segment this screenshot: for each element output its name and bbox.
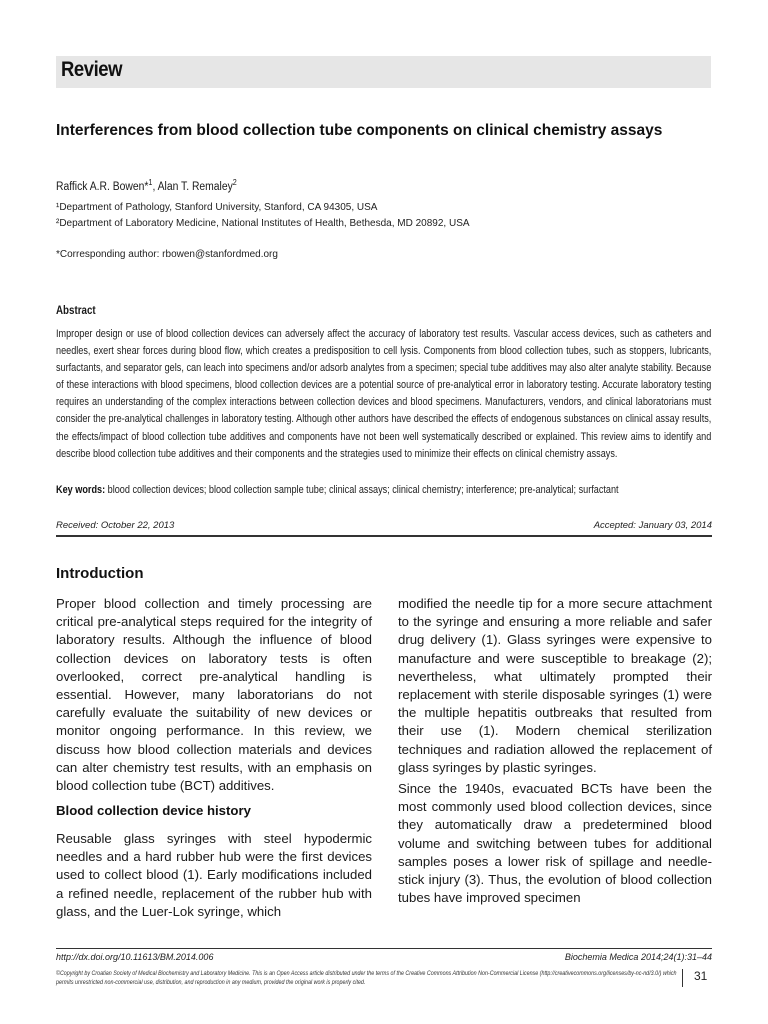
introduction-heading: Introduction (56, 565, 144, 582)
article-title: Interferences from blood collection tube components on clinical chemistry assays (56, 122, 663, 139)
intro-paragraph-4: Since the 1940s, evacuated BCTs have been the most commonly used blood collection devices, since they automatically draw a predetermined blood volume and switching between tubes for additional samples poses a lower risk of spillage and needle-stick injury (3). Thus, the evolution of blood collection tubes have improved specimen (398, 781, 712, 906)
keywords (56, 482, 711, 499)
author-1-affil: 1 (148, 178, 153, 187)
doi-link[interactable]: http://dx.doi.org/10.11613/BM.2014.006 (56, 952, 214, 962)
author-2-affil: 2 (232, 178, 237, 187)
intro-paragraph-1: Proper blood collection and timely processing are critical pre-analytical steps required for the integrity of laboratory results. Although the influence of blood collection devices on laboratory tests is often overlooked, correct pre-analytical handling is essential. However, many laboratorians do not carefully evaluate the suitability of new devices or monitor ongoing performance. In this review, we discuss how blood collection materials and devices can alter chemistry test results, with an emphasis on blood collection tube (BCT) additives. (56, 596, 372, 794)
header-divider (56, 535, 712, 537)
keywords-list: blood collection devices; blood collection sample tube; clinical assays; clinical chemistry; interference; pre-analytical; surfactant (105, 484, 619, 496)
page-number: 31 (694, 969, 708, 983)
affiliation-1: ¹Department of Pathology, Stanford University, Stanford, CA 94305, USA (56, 202, 378, 213)
journal-citation: Biochemia Medica 2014;24(1):31–44 (564, 952, 712, 962)
author-2: , Alan T. Remaley (152, 180, 233, 193)
left-column-para-1 (56, 595, 372, 795)
received-date: Received: October 22, 2013 (56, 520, 175, 531)
accepted-date: Accepted: January 03, 2014 (593, 520, 712, 531)
intro-paragraph-3: modified the needle tip for a more secure attachment to the syringe and ensuring a more reliable and safer drug delivery (1). Glass syringes were expensive to manufacture and were susceptible to breakage (2); nevertheless, what ultimately prompted their replacement with sterile disposable syringes (1) were the multiple hepatitis outbreaks that resulted from their use (1). Modern chemical sterilization techniques and radiation allowed the replacement of glass syringes by plastic syringes. (398, 596, 712, 775)
affiliation-2: ²Department of Laboratory Medicine, National Institutes of Health, Bethesda, MD 20892, USA (56, 218, 470, 229)
keywords-label: Key words: (56, 484, 106, 496)
abstract-text: Improper design or use of blood collection devices can adversely affect the accuracy of laboratory test results. Vascular access devices, such as catheters and needles, exert shear forces during blood flow, which creates a predisposition to cell lysis. Components from blood collection tubes, such as stoppers, lubricants, surfactants, and separator gels, can leach into specimens and/or adsorb analytes from a specimen; special tube additives may also alter analyte stability. Because of these interactions with blood specimens, blood collection devices are a potential source of pre-analytical error in laboratory testing. Accurate laboratory testing requires an understanding of the complex interactions between collection devices and blood specimens. Manufacturers, vendors, and clinical laboratorians must consider the pre-analytical challenges in laboratory testing. Although other authors have described the effects of endogenous substances on clinical assay results, the effects/impact of blood collection tube additives and components have not been well systematically described or explained. This review aims to identify and describe blood collection tube additives and their components and the strategies used to minimize their effects on clinical chemistry assays. (56, 328, 712, 460)
author-line (56, 178, 237, 193)
abstract-heading: Abstract (56, 305, 96, 317)
left-column-para-2 (56, 830, 372, 921)
corresponding-author: *Corresponding author: rbowen@stanfordmed.org (56, 249, 278, 260)
right-column (398, 595, 712, 907)
history-subheading: Blood collection device history (56, 803, 251, 818)
copyright-notice: ©Copyright by Croatian Society of Medical Biochemistry and Laboratory Medicine. This is an Open Access article distributed under the terms of the Creative Commons Attribution Non-Commercial License (http://creativecommons.org/licenses/by-nc-nd/3.0/) which permits unrestricted non-commercial use, distribution, and reproduction in any medium, provided the original work is properly cited. (56, 970, 677, 986)
author-1: Raffick A.R. Bowen* (56, 180, 149, 193)
section-header-bar (56, 56, 711, 88)
footer-divider (56, 948, 712, 949)
intro-paragraph-2: Reusable glass syringes with steel hypodermic needles and a hard rubber hub were the first devices used to collect blood (1). Early modifications included a refined needle, replacement of the rubber hub with glass, and the Luer-Lok syringe, which (56, 831, 372, 919)
section-label: Review (61, 58, 123, 81)
page-number-divider (682, 969, 683, 987)
